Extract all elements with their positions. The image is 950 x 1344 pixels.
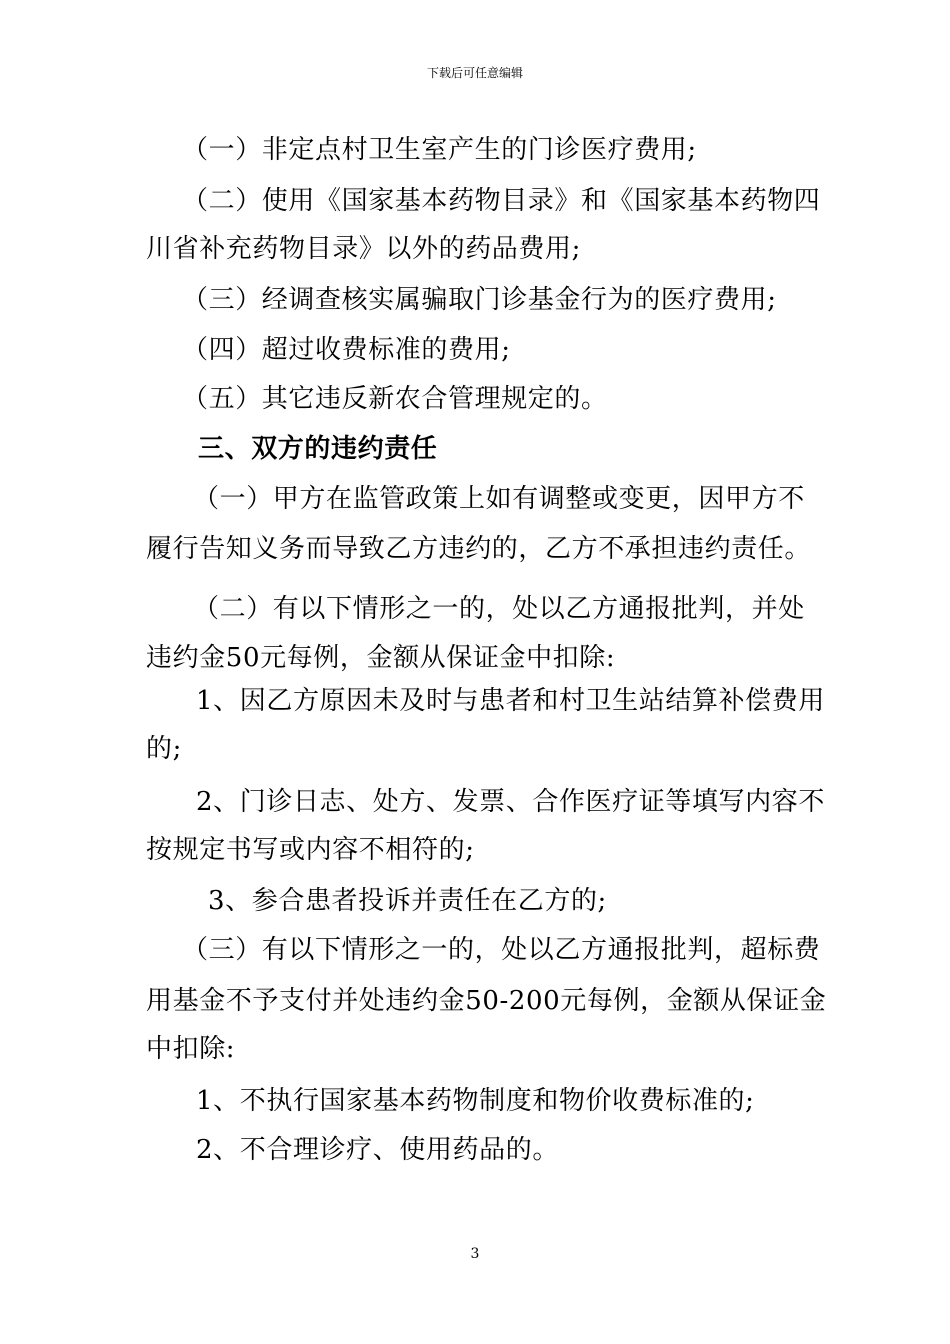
text-line: 中扣除: xyxy=(146,1034,236,1064)
section-heading: 三、双方的违约责任 xyxy=(198,434,438,464)
text-line: 2、门诊日志、处方、发票、合作医疗证等填写内容不 xyxy=(196,787,825,817)
text-line: 3、参合患者投诉并责任在乙方的; xyxy=(208,886,607,916)
text-line: 履行告知义务而导致乙方违约的，乙方不承担违约责任。 xyxy=(146,534,812,564)
text-line: （二）使用《国家基本药物目录》和《国家基本药物四 xyxy=(182,186,821,216)
text-line: 违约金50元每例，金额从保证金中扣除: xyxy=(146,643,616,673)
text-line: 用基金不予支付并处违约金50-200元每例，金额从保证金 xyxy=(146,986,827,1016)
text-line: （一）甲方在监管政策上如有调整或变更，因甲方不 xyxy=(193,484,805,514)
text-line: 按规定书写或内容不相符的; xyxy=(146,835,475,865)
text-line: 1、因乙方原因未及时与患者和村卫生站结算补偿费用 xyxy=(196,686,825,716)
text-line: 2、不合理诊疗、使用药品的。 xyxy=(196,1135,559,1165)
text-line: （三）经调查核实属骗取门诊基金行为的医疗费用; xyxy=(182,285,777,315)
text-line: （三）有以下情形之一的，处以乙方通报批判，超标费 xyxy=(182,935,821,965)
text-line: （二）有以下情形之一的，处以乙方通报批判，并处 xyxy=(193,594,805,624)
text-line: （一）非定点村卫生室产生的门诊医疗费用; xyxy=(182,135,697,165)
page-header: 下载后可任意编辑 xyxy=(426,66,523,80)
text-line: 的; xyxy=(146,734,182,764)
page-number: 3 xyxy=(470,1246,480,1262)
text-line: 川省补充药物目录》以外的药品费用; xyxy=(146,234,581,264)
text-line: （五）其它违反新农合管理规定的。 xyxy=(182,384,608,414)
text-line: （四）超过收费标准的费用; xyxy=(182,335,511,365)
text-line: 1、不执行国家基本药物制度和物价收费标准的; xyxy=(196,1086,755,1116)
